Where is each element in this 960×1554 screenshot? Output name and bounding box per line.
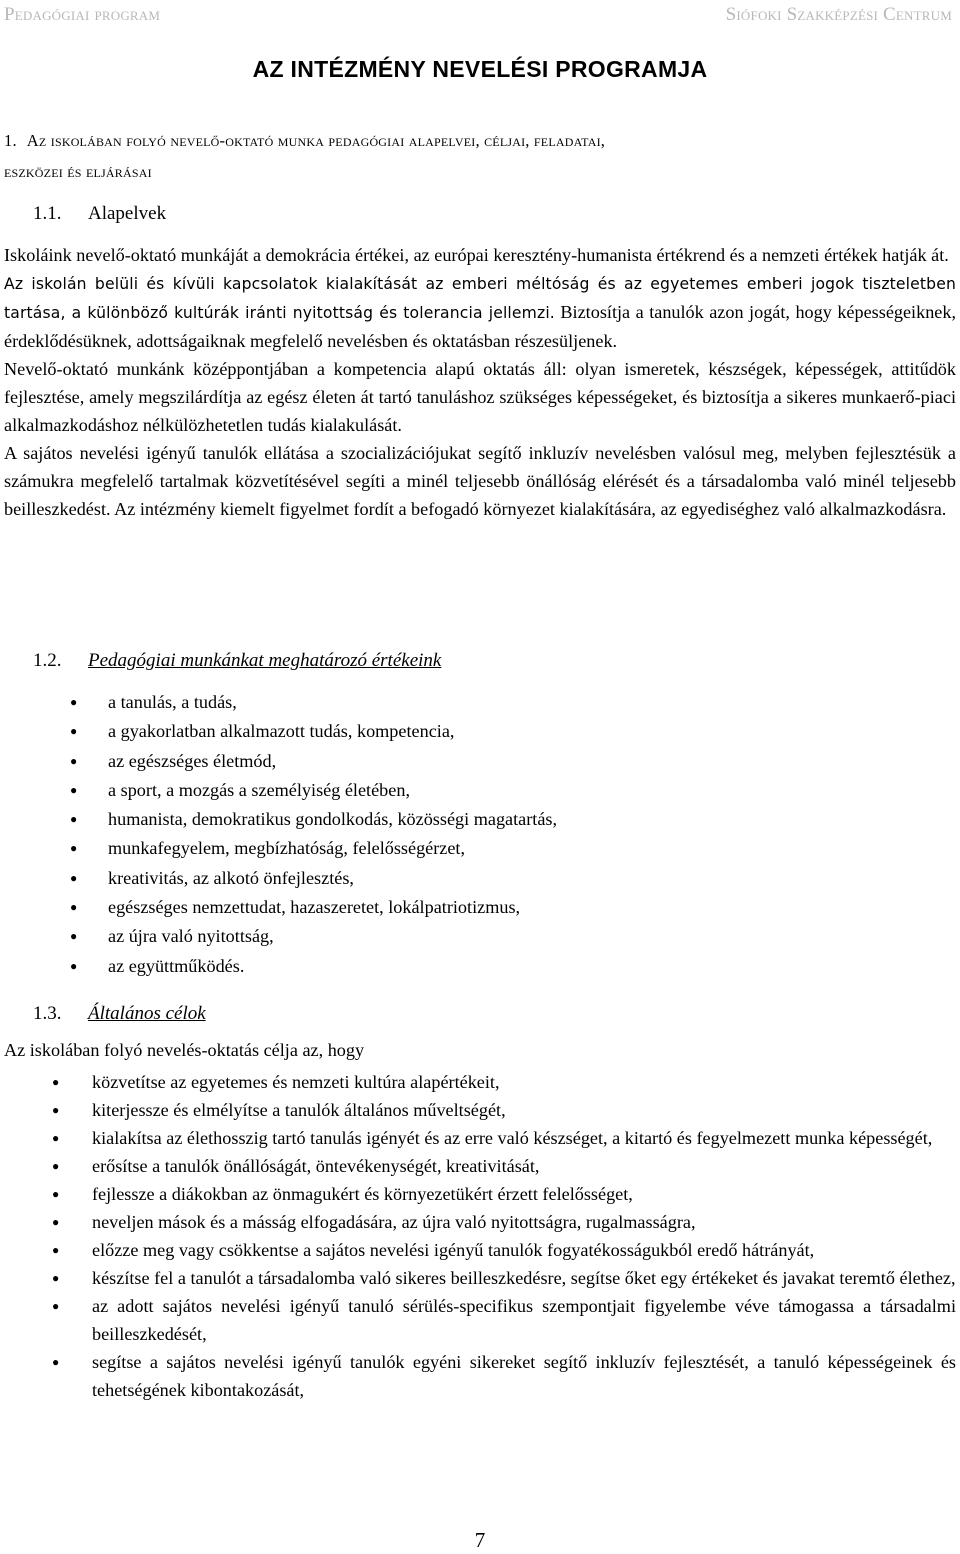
subsection-1-3-number: 1.3. [33,1003,62,1024]
list-item: ● a tanulás, a tudás, [66,688,557,717]
list-item: ● az együttműködés. [66,952,557,981]
principles-paragraph-2-part-a: Az iskolán belüli és kívüli kapcsolatok kialakítását az emberi méltóság és az egyetemes emberi jogok tiszteletben tartása, a különböző kultúrák iránti nyitottság és tolerancia jellemzi. [4,275,956,322]
subsection-1-2-number: 1.2. [33,650,62,671]
list-item: ● egészséges nemzettudat, hazaszeretet, lokálpatriotizmus, [66,893,557,922]
running-header-left: Pedagógiai program [4,4,161,25]
list-item: ● segítse a sajátos nevelési igényű tanulók egyéni sikereket segítő inkluzív fejlesztését, a tanuló képességeinek és tehetségének kibontakozását, [48,1348,956,1404]
page-number: 7 [474,1528,486,1552]
list-item: ● erősítse a tanulók önállóságát, öntevékenységét, kreativitását, [48,1152,956,1180]
document-title: AZ INTÉZMÉNY NEVELÉSI PROGRAMJA [252,56,708,82]
principles-paragraph-2-part-b: Biztosítja a tanulók azon jogát, hogy képességeiknek, érdeklődésüknek, adottságaiknak megfelelő nevelésben és oktatásban részesüljenek. [4,302,957,351]
list-item: ● az adott sajátos nevelési igényű tanuló sérülés-specifikus szempontjait figyelembe véve támogassa a társadalmi beilleszkedését, [48,1292,956,1348]
section-1-heading [4,125,952,187]
section-1-title-line2: eszközei és eljárásai [4,162,152,181]
principles-paragraph-1: Iskoláink nevelő-oktató munkáját a demokrácia értékei, az európai keresztény-humanista értékrend és a nemzeti értékek hatják át. [4,245,949,265]
list-item: ● közvetítse az egyetemes és nemzeti kultúra alapértékeit, [48,1068,956,1096]
subsection-1-1-heading [33,203,166,225]
list-item: ● kialakítsa az élethosszig tartó tanulás igényét és az erre való készséget, a kitartó és fegyelmezett munka képességét, [48,1124,956,1152]
list-item: ● az egészséges életmód, [66,747,557,776]
list-item: ● fejlessze a diákokban az önmagukért és környezetükért érzett felelősséget, [48,1180,956,1208]
list-item: ● az újra való nyitottság, [66,922,557,951]
principles-paragraph-4: A sajátos nevelési igényű tanulók ellátása a szocializációjukat segítő inkluzív nevelésben valósul meg, melyben fejlesztésük a számukra megfelelő tartalmak közvetítésével segíti a minél teljesebb önállóság elérését és a társadalomba való minél teljesebb beilleszkedést. Az intézmény kiemelt figyelmet fordít a befogadó környezet kialakítására, az egyediséghez való alkalmazkodásra. [4,443,956,519]
subsection-1-3-heading [33,1003,206,1025]
list-item: ● előzze meg vagy csökkentse a sajátos nevelési igényű tanulók fogyatékosságukból eredő hátrányát, [48,1236,956,1264]
subsection-1-1-title: Alapelvek [88,203,167,224]
section-1-number: 1. [4,131,17,150]
principles-text [4,241,956,523]
list-item: ● humanista, demokratikus gondolkodás, közösségi magatartás, [66,805,557,834]
list-item: ● neveljen mások és a másság elfogadására, az újra való nyitottságra, rugalmasságra, [48,1208,956,1236]
principles-paragraph-3: Nevelő-oktató munkánk középpontjában a kompetencia alapú oktatás áll: olyan ismeretek, készségek, képességek, attitűdök fejlesztése, amely megszilárdítja az egész életen át tartó tanuláshoz szükséges képességeket, és biztosítja a sikeres munkaerő-piaci alkalmazkodáshoz nélkülözhetetlen tudás kialakulását. [4,359,956,435]
principles-paragraph-2 [4,269,956,355]
section-1-title-line1: Az iskolában folyó nevelő-oktató munka pedagógiai alapelvei, céljai, feladatai, [26,131,606,150]
running-header-right: Siófoki Szakképzési Centrum [725,4,952,25]
list-item: ● munkafegyelem, megbízhatóság, felelősségérzet, [66,834,557,863]
subsection-1-1-number: 1.1. [33,203,62,224]
subsection-1-2-title: Pedagógiai munkánkat meghatározó értékeink [88,650,442,671]
list-item: ● kreativitás, az alkotó önfejlesztés, [66,864,557,893]
goals-intro: Az iskolában folyó nevelés-oktatás célja az, hogy [4,1040,365,1060]
list-item: ● a gyakorlatban alkalmazott tudás, kompetencia, [66,717,557,746]
values-list [66,688,557,981]
subsection-1-3-title: Általános célok [88,1003,206,1024]
goals-list [48,1068,956,1404]
list-item: ● készítse fel a tanulót a társadalomba való sikeres beilleszkedésre, segítse őket egy értékeket és javakat teremtő élethez, [48,1264,956,1292]
list-item: ● a sport, a mozgás a személyiség életében, [66,776,557,805]
list-item: ● kiterjessze és elmélyítse a tanulók általános műveltségét, [48,1096,956,1124]
subsection-1-2-heading [33,650,441,672]
